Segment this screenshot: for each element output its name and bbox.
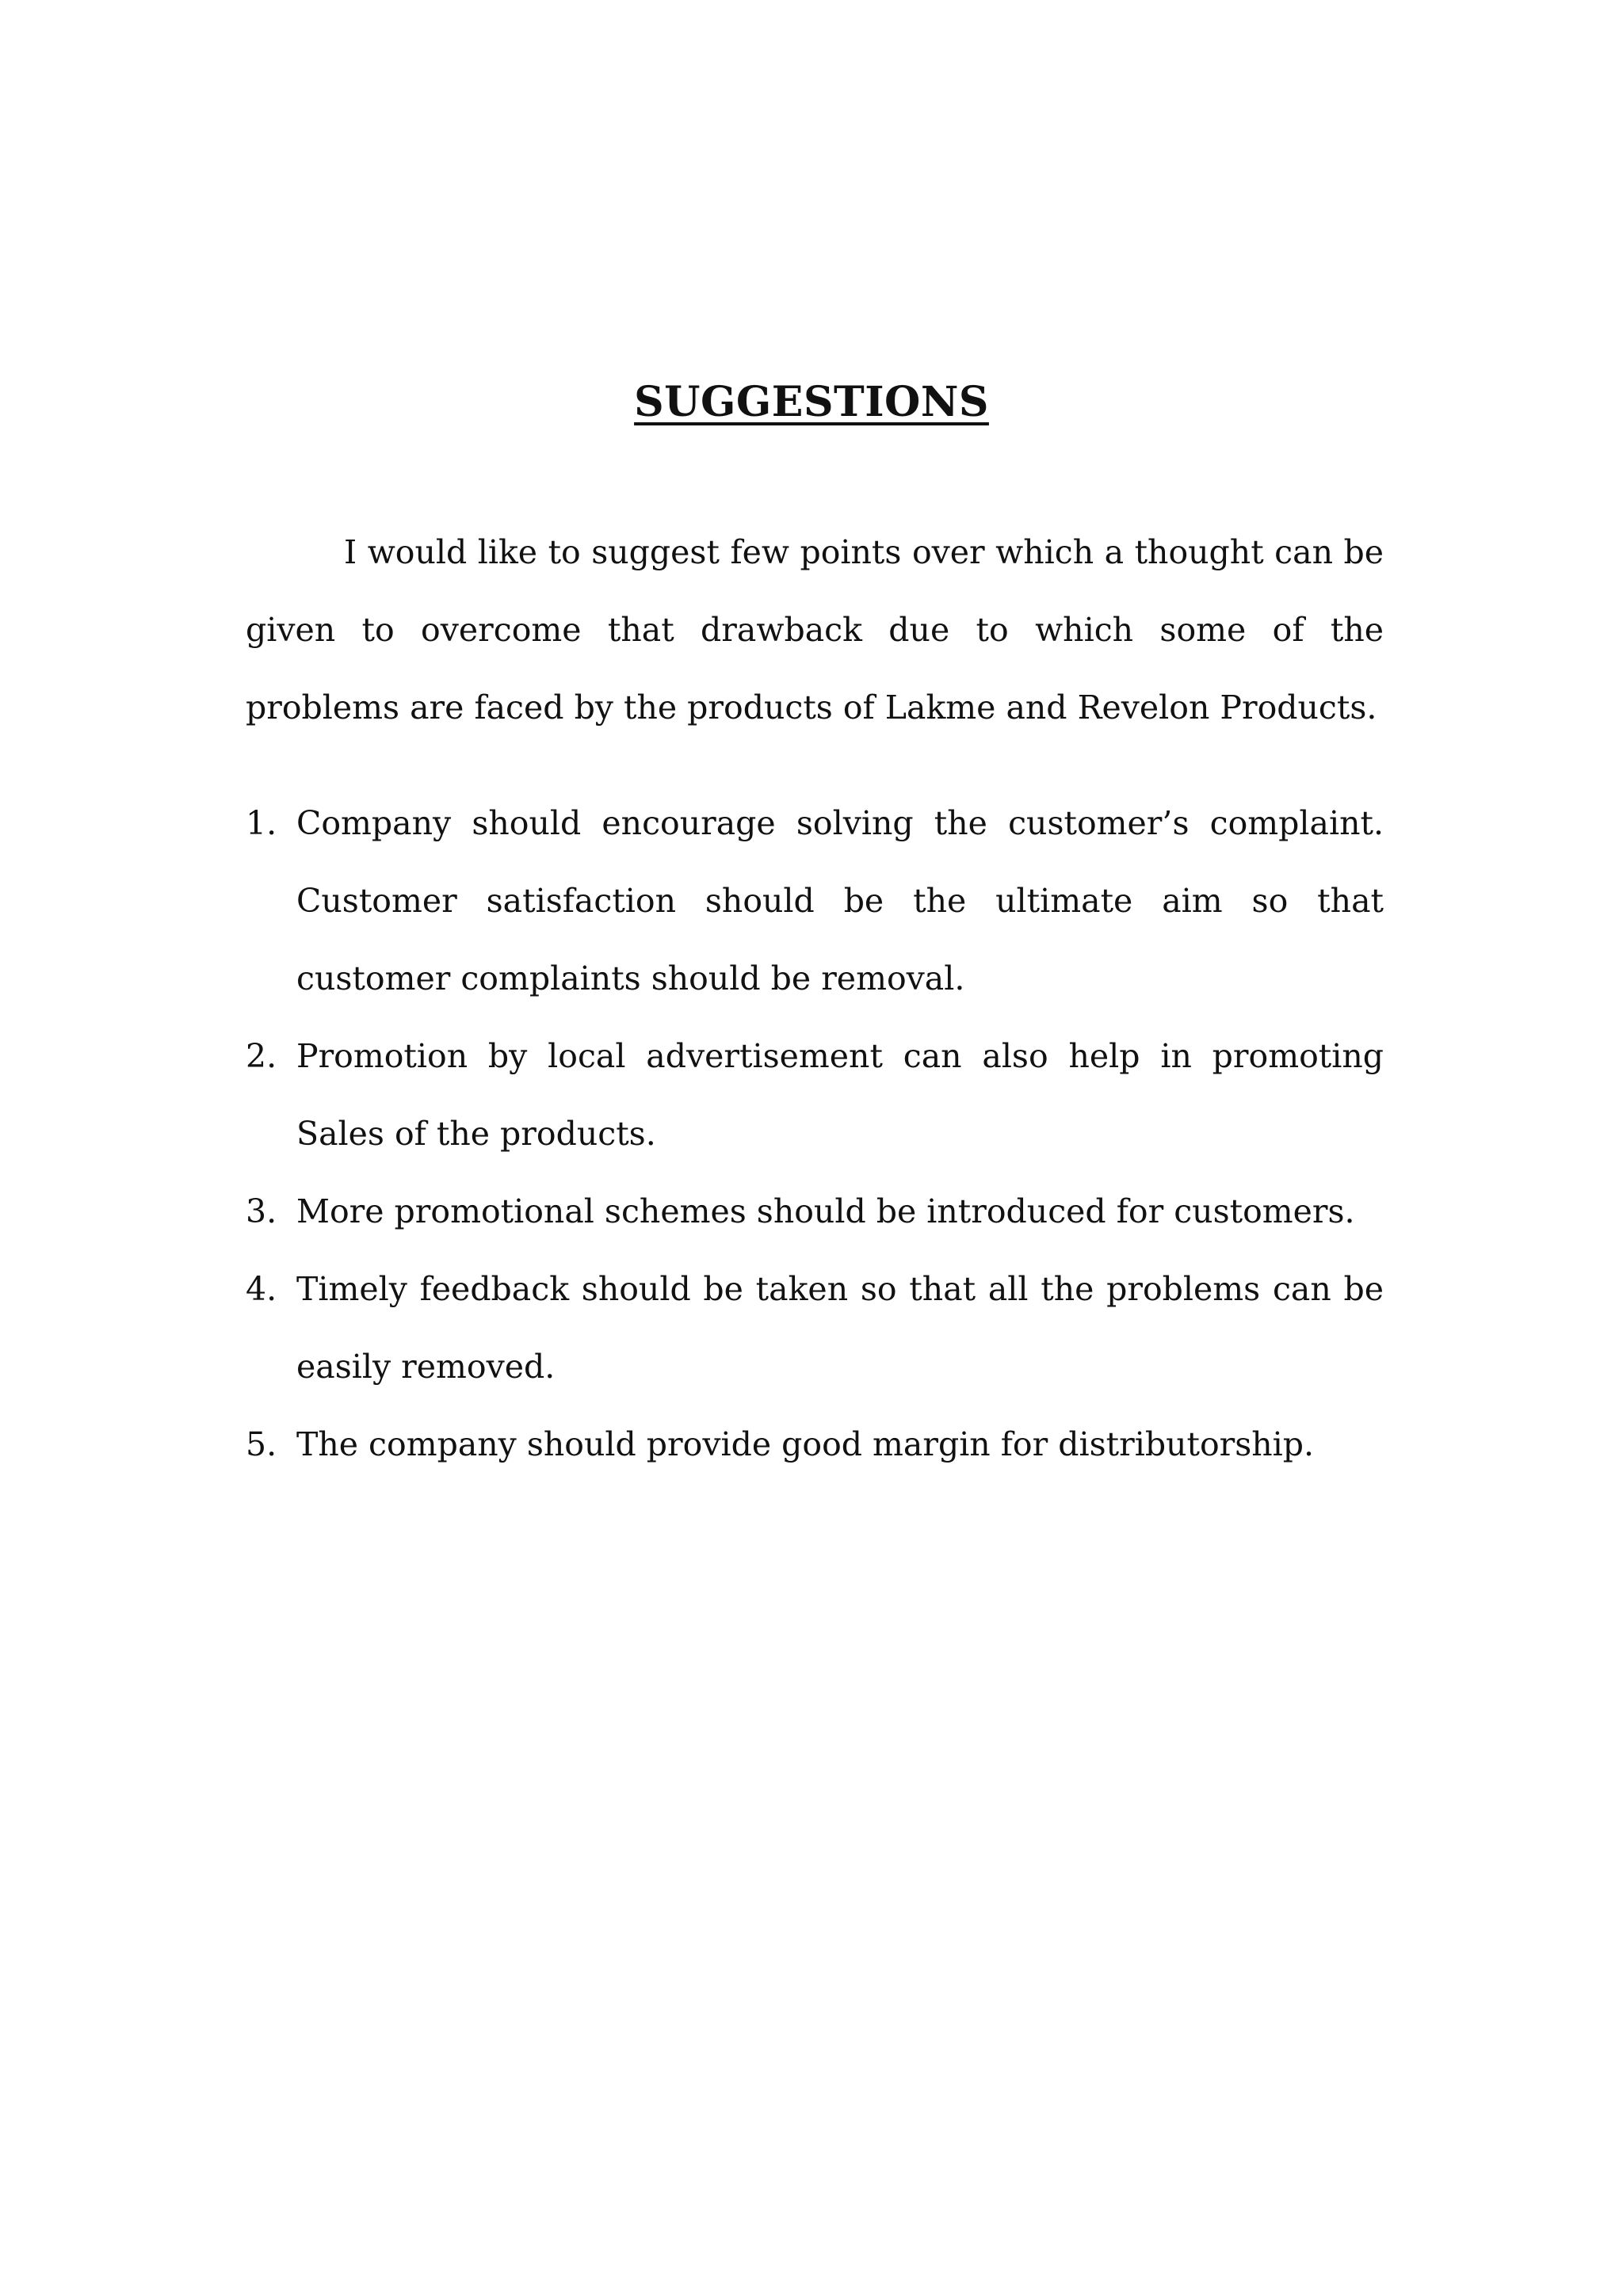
list-item-text: Promotion by local advertisement can also help in promoting Sales of the products. — [296, 1037, 1384, 1153]
list-item-number: 4. — [246, 1270, 277, 1308]
list-item-text: The company should provide good margin for distributorship. — [296, 1425, 1315, 1463]
list-item-number: 5. — [246, 1425, 277, 1463]
list-item-text: More promotional schemes should be introduced for customers. — [296, 1192, 1355, 1230]
list-item-text: Company should encourage solving the customer’s complaint. Customer satisfaction should be the ultimate aim so that customer complaints should be removal. — [296, 804, 1384, 997]
list-item-number: 1. — [246, 804, 277, 842]
list-item — [246, 1250, 1384, 1405]
list-item — [246, 784, 1384, 1017]
list-item-text: Timely feedback should be taken so that all the problems can be easily removed. — [296, 1270, 1384, 1386]
list-item — [246, 1017, 1384, 1173]
intro-paragraph: I would like to suggest few points over which a thought can be given to overcome that drawback due to which some of the problems are faced by the products of Lakme and Revelon Products. — [246, 533, 1384, 727]
list-item-number: 2. — [246, 1037, 277, 1075]
list-item — [246, 1405, 1384, 1483]
suggestions-list — [246, 784, 1384, 1483]
page-title: SUGGESTIONS — [634, 378, 989, 426]
list-item-number: 3. — [246, 1192, 277, 1230]
list-item — [246, 1173, 1384, 1250]
